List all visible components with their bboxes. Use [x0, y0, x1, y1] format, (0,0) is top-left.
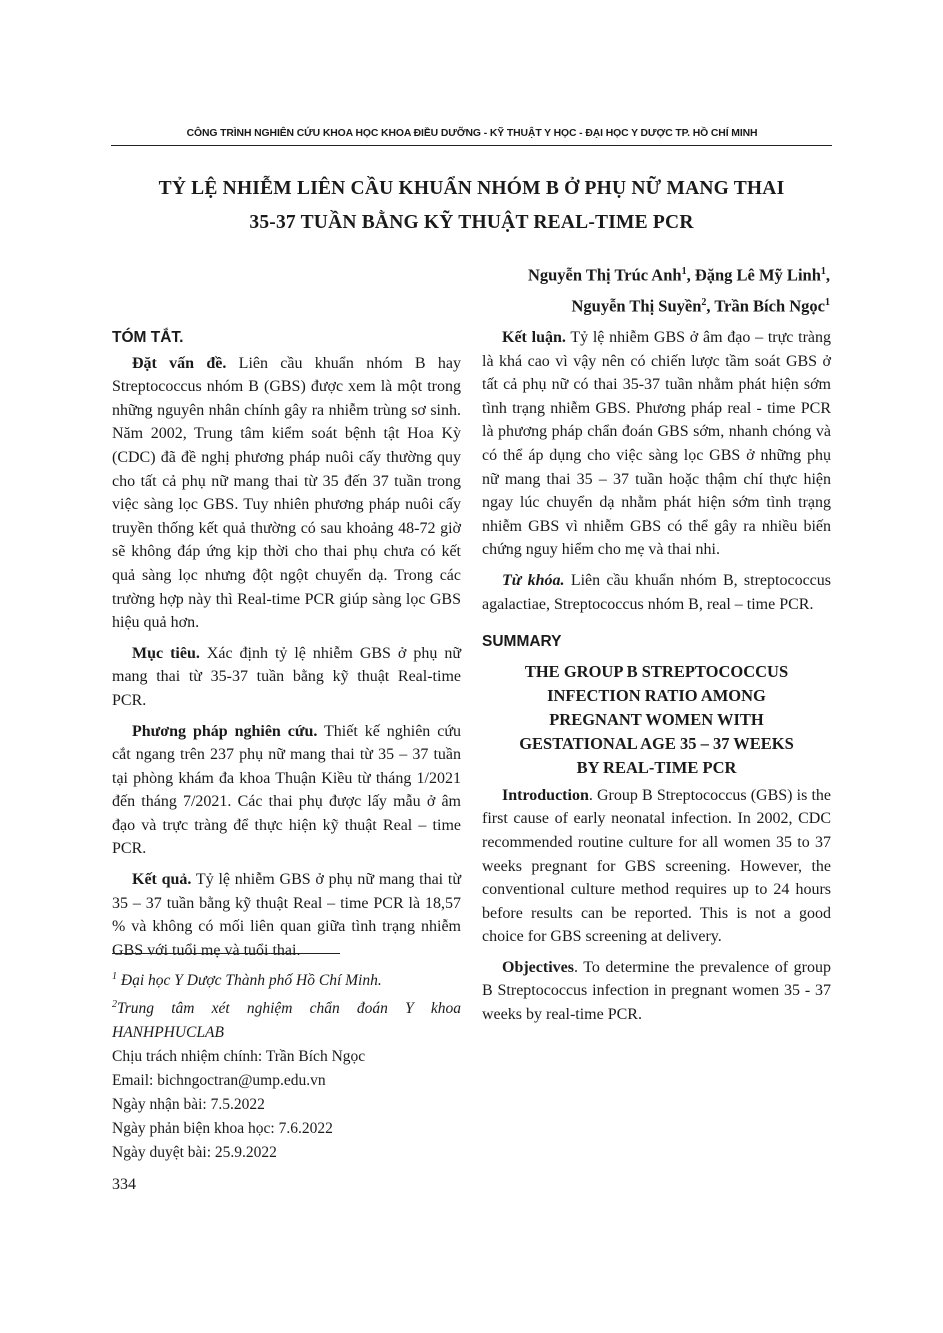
objective-label: Mục tiêu.: [132, 644, 200, 662]
summary-title-line: GESTATIONAL AGE 35 – 37 WEEKS: [519, 733, 794, 753]
summary-title-line: INFECTION RATIO AMONG: [547, 685, 766, 705]
abstract-heading: TÓM TẮT.: [112, 329, 184, 346]
introduction-label: Introduction: [502, 786, 589, 804]
methods-label: Phương pháp nghiên cứu.: [132, 722, 318, 740]
page-number: 334: [112, 1176, 136, 1193]
background-text: Liên cầu khuẩn nhóm B hay Streptococcus nhóm B (GBS) được xem là một trong những nguyên nhân chính gây ra nhiễm trùng sơ sinh. Năm 2002, Trung tâm kiểm soát bệnh tật Hoa Kỳ (CDC) đã đề nghị phương pháp nuôi cấy thường quy cho tất cả phụ nữ mang thai từ 35 đến 37 tuần trong việc sàng lọc GBS. Tuy nhiên phương pháp nuôi cấy truyền thống kết quả thường có sau khoảng 48-72 giờ sẽ không đáp ứng kịp thời cho thai phụ chưa có kết quả sàng lọc nhưng đột ngột chuyển dạ. Trong các trường hợp này thì Real-time PCR giúp sàng lọc GBS hiệu quả hơn.: [112, 354, 461, 632]
affiliation-marker: 1: [820, 266, 826, 277]
corresponding-author: Chịu trách nhiệm chính: Trần Bích Ngọc: [112, 1048, 366, 1066]
summary-title-line: BY REAL-TIME PCR: [576, 757, 737, 777]
summary-title: [482, 660, 831, 780]
footnote-rule: [112, 953, 340, 954]
footnotes: [112, 965, 461, 1165]
results-label: Kết quả.: [132, 871, 192, 889]
abstract-objective: [112, 642, 461, 713]
right-column: [482, 326, 831, 1034]
objective-text: Xác định tỷ lệ nhiễm GBS ở phụ nữ mang thai từ 35-37 tuần bằng kỹ thuật Real-time PCR.: [112, 644, 461, 709]
affiliation-marker: 1: [681, 266, 687, 277]
background-label: Đặt vấn đề.: [132, 354, 227, 372]
affiliation-text: Đại học Y Dược Thành phố Hồ Chí Minh.: [120, 972, 382, 990]
keywords-label: Từ khóa.: [502, 571, 565, 589]
author-line-1: Nguyễn Thị Trúc Anh$^1$, Đặng Lê Mỹ Linh$^1$,: [527, 265, 830, 285]
affiliation-marker: 1: [825, 296, 830, 308]
abstract-background: [112, 352, 461, 635]
summary-title-line: PREGNANT WOMEN WITH: [549, 709, 764, 729]
results-text: Tỷ lệ nhiễm GBS ở phụ nữ mang thai từ 35 – 37 tuần bằng kỹ thuật Real – time PCR là 18,57 % và không có mối liên quan giữa tình trạng nhiễm GBS với tuổi mẹ và tuổi thai.: [112, 871, 462, 959]
objectives-label: Objectives: [502, 958, 574, 976]
date-reviewed: Ngày phản biện khoa học: 7.6.2022: [112, 1120, 333, 1138]
affiliation-marker: 2: [701, 296, 707, 308]
author-name: Đặng Lê Mỹ Linh: [694, 265, 821, 285]
email: Email: bichngoctran@ump.edu.vn: [112, 1072, 326, 1090]
conclusion-text: Tỷ lệ nhiễm GBS ở âm đạo – trực tràng là khá cao vì vậy nên có chiến lược tầm soát GBS ở tất cả phụ nữ có thai 35-37 tuần nhằm phát hiện sớm tình trạng nhiễm GBS. Phương pháp real - time PCR là phương pháp chẩn đoán GBS sớm, nhanh chóng và có thể áp dụng cho việc sàng lọc GBS ở những phụ nữ mang thai 35 – 37 tuần hoặc thậm chí thực hiện ngay lúc chuyển dạ nhằm phát hiện sớm tình trạng nhiễm GBS vì nhiễm GBS có thể gây ra nhiều biến chứng nguy hiểm cho mẹ và thai nhi.: [482, 329, 832, 559]
methods-text: Thiết kế nghiên cứu cắt ngang trên 237 phụ nữ mang thai từ 35 – 37 tuần tại phòng khám đa khoa Thuận Kiều từ tháng 1/2021 đến tháng 7/2021. Các thai phụ được lấy mẫu ở âm đạo và trực tràng để thực hiện kỹ thuật Real – time PCR.: [112, 722, 462, 858]
affiliation-text: Trung tâm xét nghiệm chẩn đoán Y khoa HANHPHUCLAB: [112, 1000, 461, 1042]
affiliation-marker: 2: [112, 999, 117, 1011]
affiliation-2: [112, 993, 461, 1045]
author-line-2: Nguyễn Thị Suyền$^2$, Trần Bích Ngọc$^1$: [571, 296, 830, 315]
summary-objectives: [482, 956, 831, 1027]
running-header: CÔNG TRÌNH NGHIÊN CỨU KHOA HỌC KHOA ĐIỀU DƯỠNG - KỸ THUẬT Y HỌC - ĐẠI HỌC Y DƯỢC TP. HỒ CHÍ MINH: [186, 128, 758, 139]
objectives-text: . To determine the prevalence of group B Streptococcus infection in pregnant women 35 - 37 weeks by real-time PCR.: [482, 958, 831, 1024]
introduction-text: . Group B Streptococcus (GBS) is the first cause of early neonatal infection. In 2002, CDC recommended routine culture for all women 35 to 37 weeks pregnant for GBS screening. However, the conventional culture method requires up to 24 hours before results can be reported. This is not a good choice for GBS screening at delivery.: [482, 786, 831, 946]
title-line-1: TỶ LỆ NHIỄM LIÊN CẦU KHUẨN NHÓM B Ở PHỤ NỮ MANG THAI: [158, 178, 785, 199]
article-title: [111, 172, 832, 240]
abstract-keywords: [482, 569, 831, 616]
author-name: Nguyễn Thị Trúc Anh: [527, 265, 682, 285]
author-name: Trần Bích Ngọc: [714, 296, 825, 315]
left-column: [112, 326, 461, 969]
date-accepted: Ngày duyệt bài: 25.9.2022: [112, 1144, 277, 1162]
title-line-2: 35-37 TUẦN BẰNG KỸ THUẬT REAL-TIME PCR: [249, 212, 694, 233]
affiliation-1: [112, 965, 461, 993]
keywords-text: Liên cầu khuẩn nhóm B, streptococcus agalactiae, Streptococcus nhóm B, real – time PCR.: [482, 571, 831, 613]
abstract-methods: [112, 720, 461, 862]
summary-title-line: THE GROUP B STREPTOCOCCUS: [524, 661, 789, 681]
header-rule: [111, 145, 832, 146]
summary-heading: SUMMARY: [482, 633, 562, 651]
date-received: Ngày nhận bài: 7.5.2022: [112, 1096, 265, 1114]
conclusion-label: Kết luận.: [502, 329, 566, 346]
affiliation-marker: 1: [112, 971, 117, 982]
summary-introduction: [482, 784, 831, 949]
abstract-conclusion: [482, 326, 831, 562]
author-name: Nguyễn Thị Suyền: [571, 296, 702, 315]
author-list: [528, 258, 830, 319]
abstract-results: [112, 868, 461, 962]
